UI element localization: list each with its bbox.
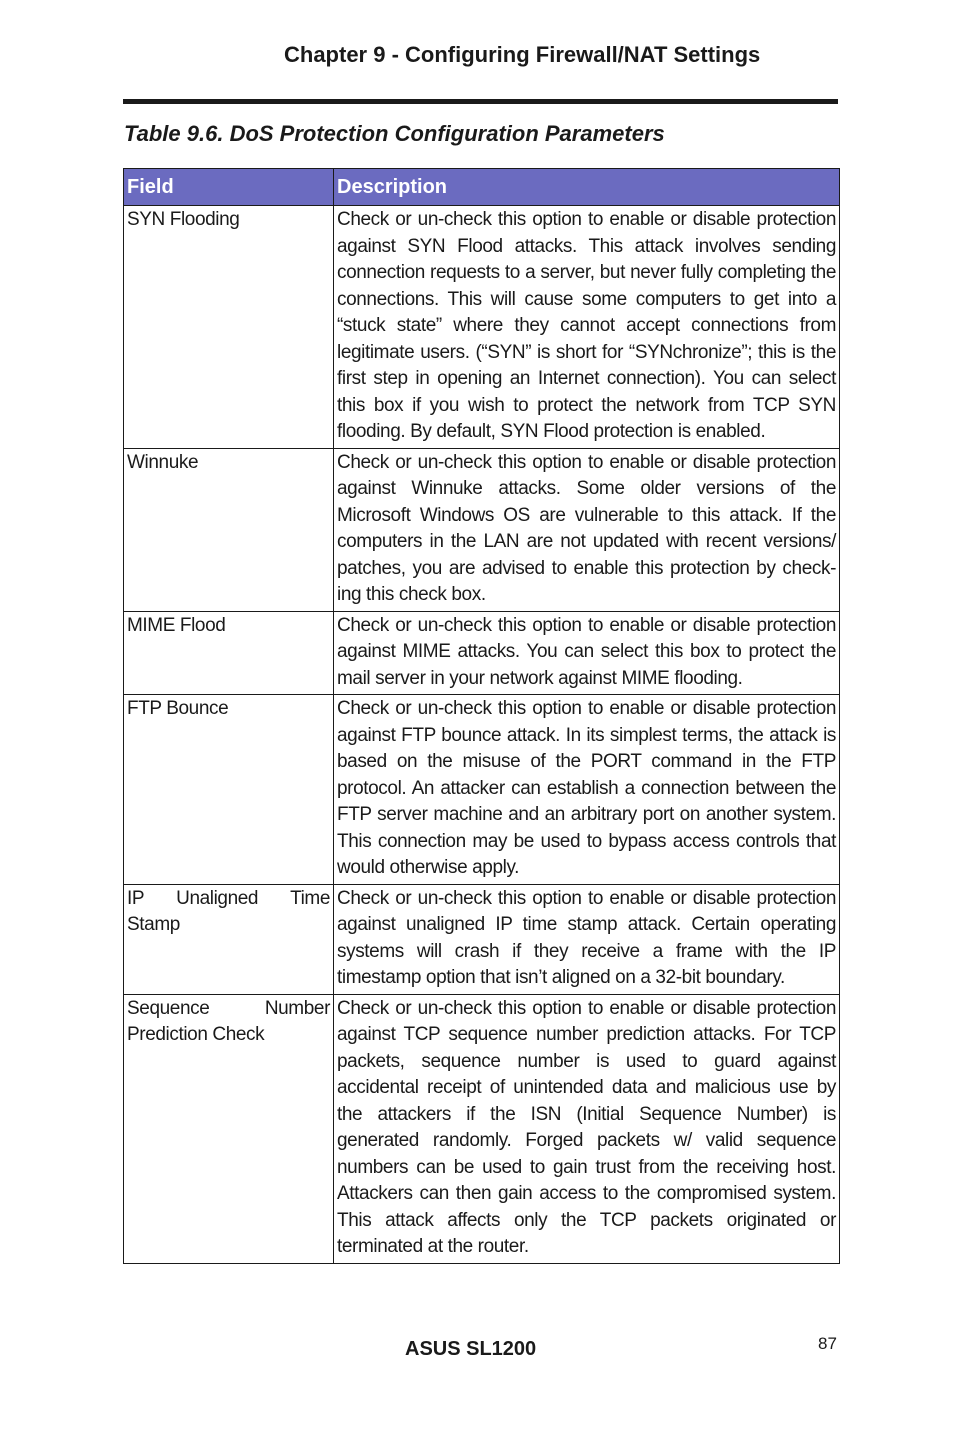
table-row	[124, 695, 840, 885]
page-number: 87	[818, 1334, 837, 1353]
table-caption: Table 9.6. DoS Protection Configuration Parameters	[124, 121, 665, 146]
column-header-description: Description	[334, 169, 840, 206]
table-row	[124, 994, 840, 1263]
chapter-header: Chapter 9 - Configuring Firewall/NAT Settings	[284, 42, 761, 67]
header-rule	[123, 99, 838, 104]
field-cell: MIME Flood	[124, 611, 334, 695]
description-cell: Check or un-check this option to enable or disable protection against Winnuke attacks. Some older versions of the Microsoft Windows OS are vulnerable to this attack. If the computers in the LAN are not updated with recent versions/ patches, you are advised to enable this protection by check-ing this check box.	[334, 448, 840, 611]
table-row	[124, 448, 840, 611]
description-cell: Check or un-check this option to enable or disable protection against TCP sequence number prediction attacks. For TCP packets, sequence number is used to guard against accidental receipt of unintended data and malicious use by the attackers if the ISN (Initial Sequence Number) is generated randomly. Forged packets w/ valid sequence numbers can be used to gain trust from the receiving host. Attackers can then gain access to the compromised system. This attack affects only the TCP packets originated or terminated at the router.	[334, 994, 840, 1263]
dos-parameters-table	[123, 168, 840, 1264]
field-cell: IP Unaligned Time Stamp	[124, 884, 334, 994]
table-row	[124, 206, 840, 449]
table-row	[124, 611, 840, 695]
column-header-field: Field	[124, 169, 334, 206]
field-cell: SYN Flooding	[124, 206, 334, 449]
description-cell: Check or un-check this option to enable or disable protection against MIME attacks. You can select this box to protect the mail server in your network against MIME flooding.	[334, 611, 840, 695]
table-row	[124, 884, 840, 994]
table-header-row	[124, 169, 840, 206]
field-cell: Winnuke	[124, 448, 334, 611]
description-cell: Check or un-check this option to enable or disable protection against SYN Flood attacks. This attack involves sending connection requests to a server, but never fully completing the connections. This will cause some computers to get into a “stuck state” where they cannot accept connections from legitimate users. (“SYN” is short for “SYNchronize”; this is the first step in opening an Internet connection). You can select this box if you wish to protect the network from TCP SYN flooding. By default, SYN Flood protection is enabled.	[334, 206, 840, 449]
field-cell: Sequence Number Prediction Check	[124, 994, 334, 1263]
description-cell: Check or un-check this option to enable or disable protection against unaligned IP time stamp attack. Certain operating systems will crash if they receive a frame with the IP timestamp option that isn’t aligned on a 32-bit boundary.	[334, 884, 840, 994]
description-cell: Check or un-check this option to enable or disable protection against FTP bounce attack. In its simplest terms, the attack is based on the misuse of the PORT command in the FTP protocol. An attacker can establish a connection between the FTP server machine and an arbitrary port on another system. This connection may be used to bypass access controls that would otherwise apply.	[334, 695, 840, 885]
footer-product-name: ASUS SL1200	[405, 1338, 537, 1360]
field-cell: FTP Bounce	[124, 695, 334, 885]
